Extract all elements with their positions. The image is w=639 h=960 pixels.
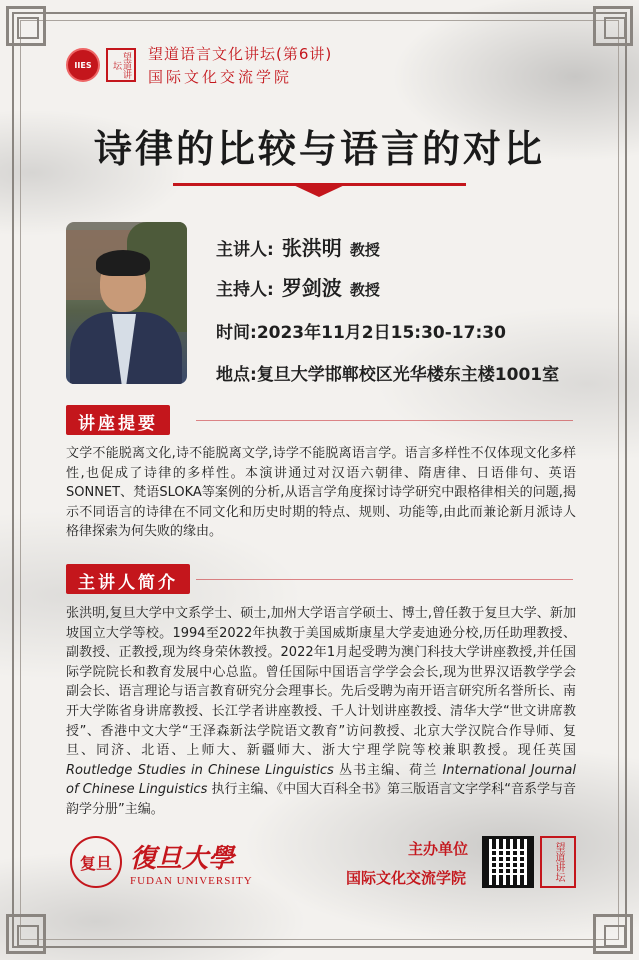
bio-text-part-2: 丛书主编、荷兰 bbox=[338, 762, 438, 778]
speaker-photo bbox=[66, 222, 187, 384]
header-text bbox=[148, 43, 332, 87]
bio-text-part-3: 执行主编、《中国大百科全书》第三版语言文字学科“音系学与音韵学分册”主编。 bbox=[66, 782, 576, 817]
speaker-name: 张洪明 bbox=[281, 236, 342, 260]
time-value: 2023年11月2日15:30-17:30 bbox=[256, 323, 506, 343]
place-label: 地点: bbox=[216, 365, 257, 385]
host-line bbox=[216, 272, 380, 301]
bio-series-title: Routledge Studies in Chinese Linguistics bbox=[66, 762, 334, 778]
corner-ornament-top-left bbox=[6, 6, 46, 46]
lecture-title: 诗律的比较与语言的对比 bbox=[93, 126, 545, 171]
logo-text: IIES bbox=[74, 60, 92, 70]
abstract-text: 文学不能脱离文化,诗不能脱离文学,诗学不能脱离语言学。语言多样性不仅体现文化多样性,也促成了诗律的多样性。本演讲通过对汉语六朝律、隋唐律、日语俳句、英语SONNET、梵语SLOKA等案例的分析,从语言学角度探讨诗学研究中跟格律相关的问题,揭示不同语言的诗律在不同文化和历史时期的特点、规则、功能等,由此而兼论新月派诗人格律探索为何失败的缘由。 bbox=[66, 446, 576, 540]
photo-hair bbox=[96, 250, 150, 276]
bio-heading: 主讲人简介 bbox=[66, 564, 190, 594]
stamp-text: 望道讲坛 bbox=[553, 842, 564, 882]
bio-text bbox=[66, 604, 576, 820]
place-value: 复旦大学邯郸校区光华楼东主楼1001室 bbox=[256, 365, 560, 385]
time-line bbox=[216, 318, 506, 343]
institute-logo-icon bbox=[66, 48, 100, 82]
host-name: 罗剑波 bbox=[281, 276, 342, 300]
forum-name: 望道语言文化讲坛(第6讲) bbox=[148, 45, 333, 63]
abstract-rule bbox=[196, 420, 573, 421]
corner-ornament-bottom-right bbox=[593, 914, 633, 954]
host-rank: 教授 bbox=[349, 281, 380, 299]
speaker-rank: 教授 bbox=[349, 241, 380, 259]
organizer-label: 主办单位 bbox=[407, 840, 468, 858]
fudan-name bbox=[130, 838, 253, 887]
corner-ornament-top-right bbox=[593, 6, 633, 46]
speaker-label: 主讲人: bbox=[216, 240, 274, 260]
organizer-name: 国际文化交流学院 bbox=[345, 869, 466, 887]
host-label: 主持人: bbox=[216, 280, 274, 300]
fudan-name-en: FUDAN UNIVERSITY bbox=[130, 874, 253, 887]
header bbox=[66, 40, 332, 90]
fudan-seal-text: 复旦 bbox=[79, 853, 112, 873]
time-label: 时间: bbox=[216, 323, 257, 343]
title-chevron-icon bbox=[289, 183, 349, 197]
institute-name: 国际文化交流学院 bbox=[148, 68, 293, 86]
bio-text-part-1: 张洪明,复旦大学中文系学士、硕士,加州大学语言学硕士、博士,曾任教于复旦大学、新加坡国立大学等校。1994至2022年执教于美国威斯康星大学麦迪逊分校,历任助理教授、副教授、正教授,现为终身荣休教授。2022年1月起受聘为澳门科技大学讲座教授,并任国际学院院长和教育发展中心总监。曾任国际中国语言学学会会长,现为世界汉语教学学会副会长、语言理论与语言教育研究分会理事长。先后受聘为南开语言研究所名誉所长、南开大学陈省身讲席教授、长江学者讲座教授、千人计划讲座教授、清华大学“世文讲席教授”、香港中文大学“王泽森新法学院语文教育”访问教授、北京大学汉院合作导师、复旦、同济、北语、上师大、新疆师大、浙大宁理学院等校兼职教授。现任英国 bbox=[66, 606, 576, 759]
seal-text: 望道讲坛 bbox=[111, 51, 131, 79]
speaker-line bbox=[216, 232, 380, 261]
bio-journal-title: International Journal of Chinese Linguistics bbox=[66, 762, 577, 798]
forum-stamp-icon bbox=[540, 836, 576, 888]
forum-seal-icon bbox=[106, 48, 136, 82]
qr-code-icon[interactable] bbox=[482, 836, 534, 888]
fudan-logo bbox=[70, 836, 253, 888]
organizer-block bbox=[340, 838, 472, 888]
abstract-heading: 讲座提要 bbox=[66, 405, 170, 435]
fudan-seal-icon bbox=[70, 836, 122, 888]
corner-ornament-bottom-left bbox=[6, 914, 46, 954]
bio-rule bbox=[196, 579, 573, 580]
fudan-name-cn: 復旦大學 bbox=[130, 843, 235, 874]
place-line bbox=[216, 360, 559, 385]
